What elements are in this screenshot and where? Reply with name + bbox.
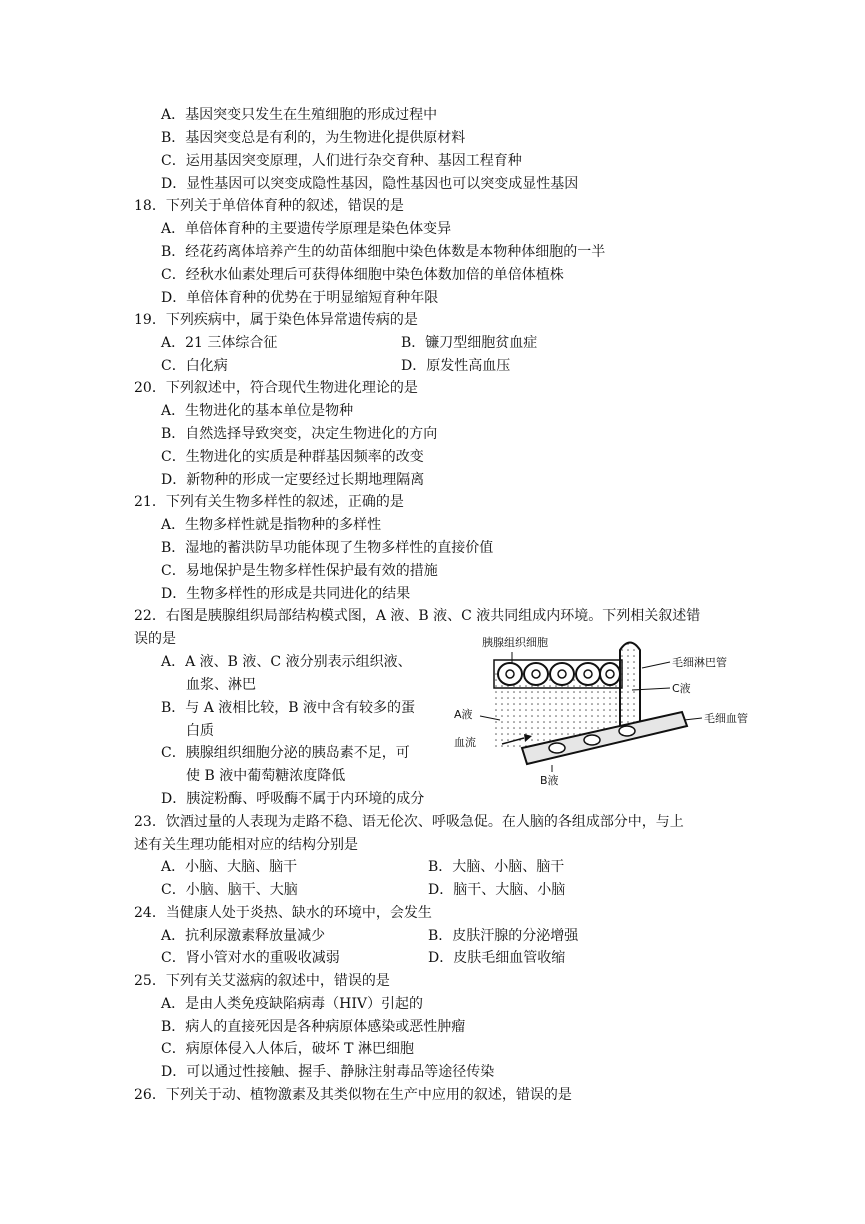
label-blood-flow: 血流 bbox=[454, 736, 476, 749]
q17-option-c: C．运用基因突变原理，人们进行杂交育种、基因工程育种 bbox=[161, 153, 522, 169]
pancreas-cells bbox=[498, 663, 620, 685]
q19-option-c: C．白化病 bbox=[161, 358, 228, 374]
q21-stem: 21．下列有关生物多样性的叙述，正确的是 bbox=[134, 494, 404, 510]
q21-option-c: C．易地保护是生物多样性保护最有效的措施 bbox=[161, 563, 438, 579]
label-c-fluid: C液 bbox=[672, 682, 691, 695]
q20-option-b: B．自然选择导致突变，决定生物进化的方向 bbox=[161, 426, 438, 442]
q25-option-a: A．是由人类免疫缺陷病毒（HIV）引起的 bbox=[161, 996, 423, 1012]
q18-option-a: A．单倍体育种的主要遗传学原理是染色体变异 bbox=[161, 221, 452, 237]
q24-stem: 24．当健康人处于炎热、缺水的环境中，会发生 bbox=[134, 905, 432, 921]
q24-option-b: B．皮肤汗腺的分泌增强 bbox=[428, 928, 579, 944]
label-pancreas-cells: 胰腺组织细胞 bbox=[482, 636, 548, 649]
q21-option-b: B．湿地的蓄洪防旱功能体现了生物多样性的直接价值 bbox=[161, 540, 494, 556]
q21-option-a: A．生物多样性就是指物种的多样性 bbox=[161, 517, 382, 533]
q22-option-a-cont: 血浆、淋巴 bbox=[186, 677, 256, 693]
q22-option-d: D．胰淀粉酶、呼吸酶不属于内环境的成分 bbox=[161, 791, 425, 807]
label-b-fluid: B液 bbox=[540, 774, 559, 787]
q24-option-a: A．抗利尿激素释放量减少 bbox=[161, 928, 326, 944]
q19-option-a: A．21 三体综合征 bbox=[161, 335, 278, 351]
q19-stem: 19．下列疾病中，属于染色体异常遗传病的是 bbox=[134, 312, 418, 328]
q22-option-b: B．与 A 液相比较，B 液中含有较多的蛋 bbox=[161, 700, 416, 716]
q23-stem-line2: 述有关生理功能相对应的结构分别是 bbox=[134, 837, 358, 853]
q20-stem: 20．下列叙述中，符合现代生物进化理论的是 bbox=[134, 380, 418, 396]
q24-option-d: D．皮肤毛细血管收缩 bbox=[428, 950, 566, 966]
q25-option-d: D．可以通过性接触、握手、静脉注射毒品等途径传染 bbox=[161, 1064, 495, 1080]
q20-option-c: C．生物进化的实质是种群基因频率的改变 bbox=[161, 449, 424, 465]
q25-option-c: C．病原体侵入人体后，破坏 T 淋巴细胞 bbox=[161, 1041, 414, 1057]
q17-option-d: D．显性基因可以突变成隐性基因，隐性基因也可以突变成显性基因 bbox=[161, 176, 579, 192]
q22-option-c: C．胰腺组织细胞分泌的胰岛素不足，可 bbox=[161, 745, 410, 761]
label-lymph-capillary: 毛细淋巴管 bbox=[672, 656, 727, 669]
q22-option-b-cont: 白质 bbox=[186, 723, 214, 739]
q22-option-a: A．A 液、B 液、C 液分别表示组织液、 bbox=[161, 654, 412, 670]
q18-stem: 18．下列关于单倍体育种的叙述，错误的是 bbox=[134, 198, 404, 214]
q18-option-d: D．单倍体育种的优势在于明显缩短育种年限 bbox=[161, 290, 439, 306]
q26-stem: 26．下列关于动、植物激素及其类似物在生产中应用的叙述，错误的是 bbox=[134, 1087, 572, 1103]
q23-stem-line1: 23．饮酒过量的人表现为走路不稳、语无伦次、呼吸急促。在人脑的各组成部分中，与上 bbox=[134, 814, 684, 830]
q17-option-a: A．基因突变只发生在生殖细胞的形成过程中 bbox=[161, 107, 438, 123]
label-blood-capillary: 毛细血管 bbox=[704, 712, 748, 725]
q22-stem-line2: 误的是 bbox=[134, 631, 176, 647]
q23-option-b: B．大脑、小脑、脑干 bbox=[428, 859, 565, 875]
q18-option-b: B．经花药离体培养产生的幼苗体细胞中染色体数是本物种体细胞的一半 bbox=[161, 244, 606, 260]
q18-option-c: C．经秋水仙素处理后可获得体细胞中染色体数加倍的单倍体植株 bbox=[161, 267, 564, 283]
q22-stem-line1: 22．右图是胰腺组织局部结构模式图，A 液、B 液、C 液共同组成内环境。下列相关叙述错 bbox=[134, 608, 701, 624]
label-a-fluid: A液 bbox=[454, 708, 473, 721]
q19-option-b: B．镰刀型细胞贫血症 bbox=[401, 335, 538, 351]
pancreas-tissue-diagram bbox=[452, 630, 748, 790]
q19-option-d: D．原发性高血压 bbox=[401, 358, 511, 374]
q22-option-c-cont: 使 B 液中葡萄糖浓度降低 bbox=[186, 768, 346, 784]
q25-stem: 25．下列有关艾滋病的叙述中，错误的是 bbox=[134, 973, 390, 989]
q17-option-b: B．基因突变总是有利的，为生物进化提供原材料 bbox=[161, 130, 466, 146]
q25-option-b: B．病人的直接死因是各种病原体感染或恶性肿瘤 bbox=[161, 1019, 466, 1035]
q23-option-c: C．小脑、脑干、大脑 bbox=[161, 882, 298, 898]
q24-option-c: C．肾小管对水的重吸收减弱 bbox=[161, 950, 340, 966]
q23-option-a: A．小脑、大脑、脑干 bbox=[161, 859, 298, 875]
q20-option-a: A．生物进化的基本单位是物种 bbox=[161, 403, 354, 419]
q20-option-d: D．新物种的形成一定要经过长期地理隔离 bbox=[161, 472, 425, 488]
q23-option-d: D．脑干、大脑、小脑 bbox=[428, 882, 566, 898]
q21-option-d: D．生物多样性的形成是共同进化的结果 bbox=[161, 586, 411, 602]
